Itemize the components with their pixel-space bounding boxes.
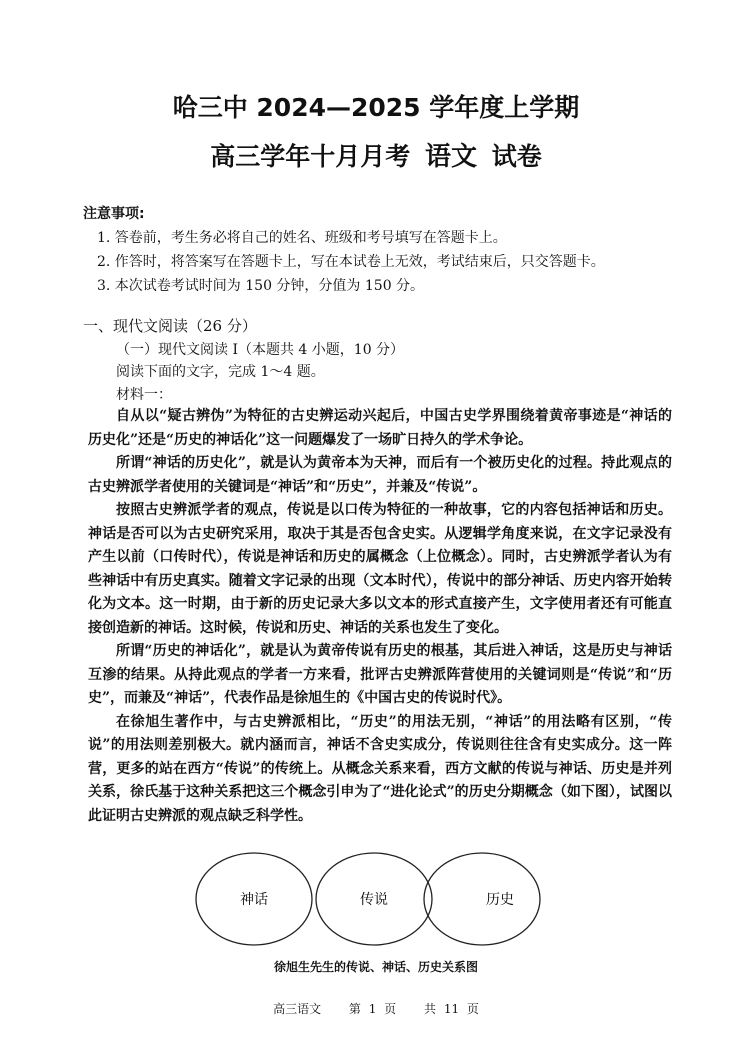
exam-title-line1: 哈三中 2024—2025 学年度上学期 [172,93,580,122]
footer-course: 高三语文 [273,1002,322,1016]
notes-heading: 注意事项: [83,206,145,222]
passage-body [88,405,672,828]
passage-paragraph: 自从以“疑古辨伪”为特征的古史辨运动兴起后，中国古史学界围绕着黄帝事迹是“神话的历史化”还是“历史的神话化”这一问题爆发了一场旷日持久的学术争论。 [88,408,672,448]
page-footer [0,1000,752,1017]
notes-block [83,202,605,298]
exam-title-line2 [0,136,752,173]
label-myth: 神话 [240,892,268,908]
section-title: 一、现代文阅读（26 分） [83,317,257,335]
footer-page: 第 1 页 [348,1002,397,1016]
passage-paragraph: 所谓“历史的神话化”，就是认为黄帝传说有历史的根基，其后进入神话，这是历史与神话互渗的结果。从持此观点的学者一方来看，批评古史辨派阵营使用的关键词则是“传说”和“历史”，而兼及“神话”，代表作品是徐旭生的《中国古史的传说时代》。 [88,643,672,706]
exam-title-suffix: 试卷 [491,142,542,171]
notes-item: 1. 答卷前，考生务必将自己的姓名、班级和考号填写在答题卡上。 [97,230,507,246]
subsection-title: （一）现代文阅读 I（本题共 4 小题，10 分） [116,342,405,358]
label-legend: 传说 [360,892,388,908]
circle-history [424,853,540,945]
venn-diagram [190,852,570,952]
material-label: 材料一： [116,387,172,403]
reading-instruction: 阅读下面的文字，完成 1～4 题。 [116,364,325,380]
label-history: 历史 [486,892,514,908]
footer-total: 共 11 页 [424,1002,479,1016]
exam-title-prefix: 高三学年十月月考 [210,142,411,171]
diagram-caption: 徐旭生先生的传说、神话、历史关系图 [273,960,478,974]
notes-item: 3. 本次试卷考试时间为 150 分钟，分值为 150 分。 [97,278,425,294]
notes-item: 2. 作答时，将答案写在答题卡上，写在本试卷上无效，考试结束后，只交答题卡。 [97,254,605,270]
exam-subject: 语文 [424,142,477,172]
passage-paragraph: 在徐旭生著作中，与古史辨派相比，“历史”的用法无别，“神话”的用法略有区别，“传说”的用法则差别极大。就内涵而言，神话不含史实成分，传说则往往含有史实成分。这一阵营，更多的站在西方“传说”的传统上。从概念关系来看，西方文献的传说与神话、历史是并列关系，徐氏基于这种关系把这三个概念引申为了“进化论式”的历史分期概念（如下图），试图以此证明古史辨派的观点缺乏科学性。 [88,713,672,824]
passage-paragraph: 所谓“神话的历史化”，就是认为黄帝本为天神，而后有一个被历史化的过程。持此观点的古史辨派学者使用的关键词是“神话”和“历史”，并兼及“传说”。 [88,455,672,495]
passage-paragraph: 按照古史辨派学者的观点，传说是以口传为特征的一种故事，它的内容包括神话和历史。神话是否可以为古史研究采用，取决于其是否包含史实。从逻辑学角度来说，在文字记录没有产生以前（口传时代），传说是神话和历史的属概念（上位概念）。同时，古史辨派学者认为有些神话中有历史真实。随着文字记录的出现（文本时代），传说中的部分神话、历史内容开始转化为文本。这一时期，由于新的历史记录大多以文本的形式直接产生，文字使用者还有可能直接创造新的神话。这时候，传说和历史、神话的关系也发生了变化。 [88,502,672,636]
